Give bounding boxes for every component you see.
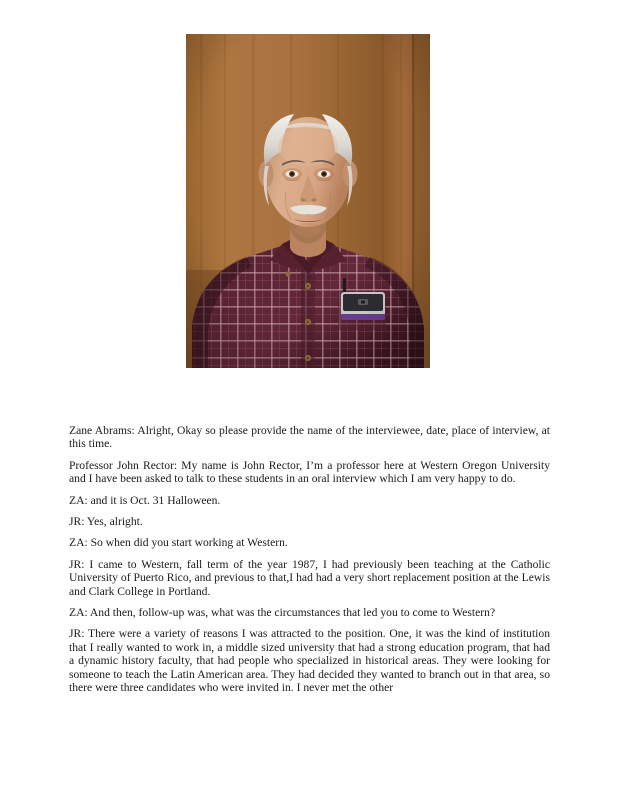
portrait-photo-illustration <box>186 34 430 368</box>
transcript-paragraph: ZA: And then, follow-up was, what was the circumstances that led you to come to Western? <box>69 606 496 620</box>
transcript-paragraph: JR: I came to Western, fall term of the year 1987, I had previously been teaching at the Catholic University of Puerto Rico, and previous to that,I had had a very short replacement position at the Lewis and Clark College in Portland. <box>69 557 550 598</box>
portrait-photo-block <box>186 34 430 368</box>
transcript-body <box>69 424 550 695</box>
transcript-paragraph: JR: There were a variety of reasons I was attracted to the position. One, it was the kind of institution that I really wanted to work in, a middle sized university that had a strong education program, that had a dynamic history faculty, that had people who specialized in historical areas. They were looking for someone to teach the Latin American area. They had decided they wanted to branch out in that area, so there were three candidates who were invited in. I never met the other <box>69 627 550 695</box>
transcript-paragraph: ZA: and it is Oct. 31 Halloween. <box>69 493 221 507</box>
transcript-paragraph: Zane Abrams: Alright, Okay so please provide the name of the interviewee, date, place of interview, at this time. <box>69 424 550 451</box>
portrait-photo <box>186 34 430 368</box>
transcript-paragraph: Professor John Rector: My name is John Rector, I’m a professor here at Western Oregon University and I have been asked to talk to these students in an oral interview which I am very happy to do. <box>69 458 550 486</box>
transcript-paragraph: ZA: So when did you start working at Western. <box>69 536 288 550</box>
transcript-paragraph: JR: Yes, alright. <box>69 515 143 529</box>
